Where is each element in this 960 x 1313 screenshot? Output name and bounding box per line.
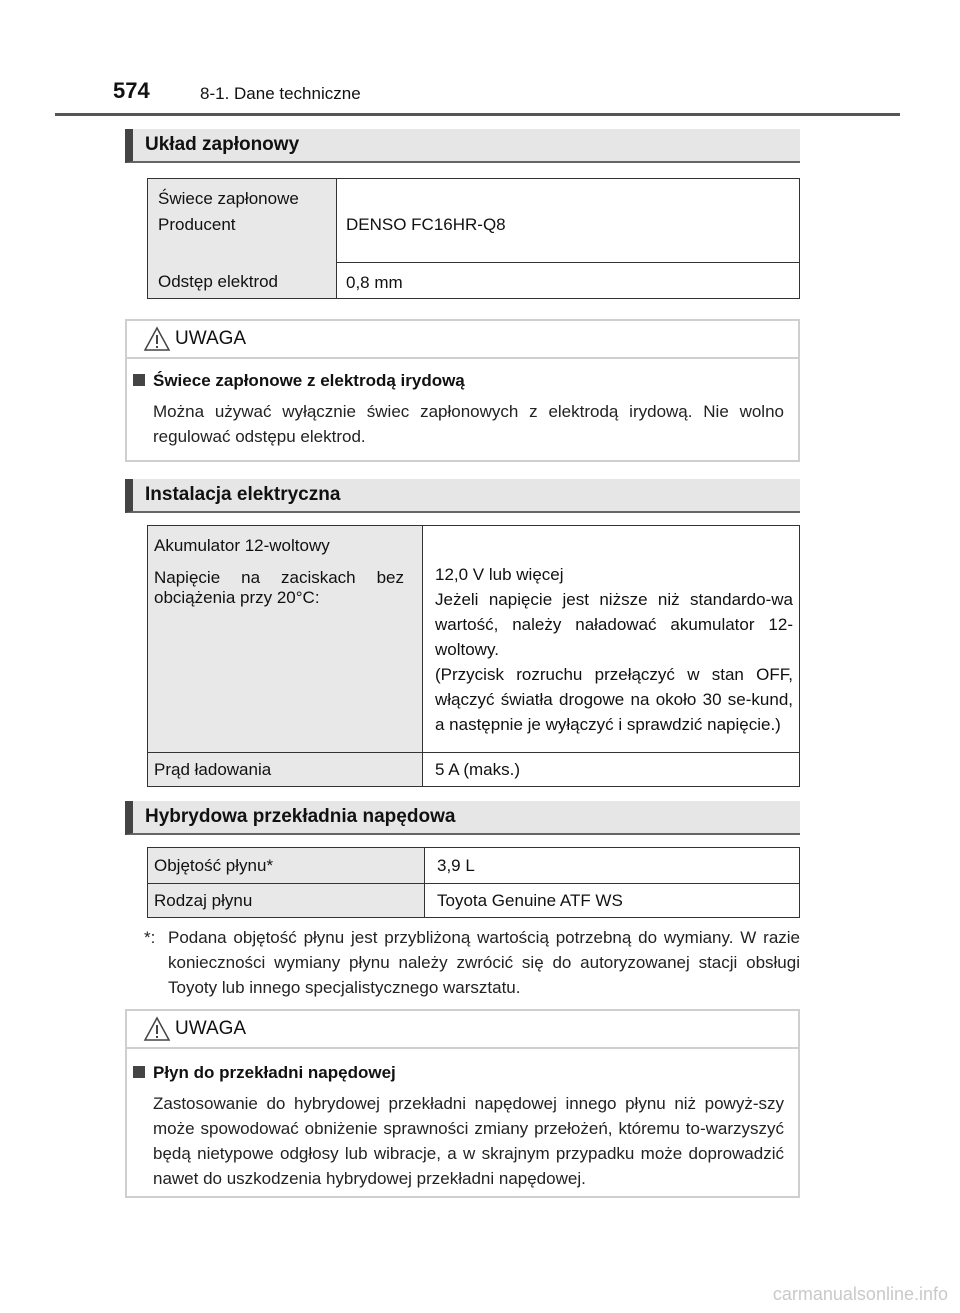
table-row-label: Producent — [148, 215, 337, 263]
table-row-label: Objętość płynu* — [148, 848, 425, 884]
warning-body: Można używać wyłącznie świec zapłonowych z elektrodą irydową. Nie wolno regulować odstępu elektrod. — [153, 402, 784, 446]
square-bullet-icon — [133, 1066, 145, 1078]
table-row-value: 3,9 L — [425, 848, 800, 884]
warning-subtitle: Płyn do przekładni napędowej — [133, 1063, 396, 1083]
table-row-value: DENSO FC16HR-Q8 — [337, 215, 800, 263]
warning-header — [127, 321, 798, 359]
section-title: Układ zapłonowy — [145, 134, 300, 155]
warning-subtitle: Świece zapłonowe z elektrodą irydową — [133, 371, 465, 391]
table-row-value: Toyota Genuine ATF WS — [425, 884, 800, 918]
table-row-value: 0,8 mm — [337, 263, 800, 299]
voltage-value: 12,0 V lub więcej — [435, 565, 564, 584]
warning-triangle-icon — [143, 326, 171, 352]
electrical-spec-table — [147, 525, 800, 787]
square-bullet-icon — [133, 374, 145, 386]
section-title: Instalacja elektryczna — [145, 484, 341, 505]
ignition-spec-table — [147, 178, 800, 299]
battery-value-cell — [423, 526, 800, 753]
voltage-note: Jeżeli napięcie jest niższe niż standardo-wa wartość, należy naładować akumulator 12-woltowy. — [435, 590, 793, 659]
section-heading-electrical — [125, 479, 800, 513]
transmission-spec-table — [147, 847, 800, 918]
table-row-label: Rodzaj płynu — [148, 884, 425, 918]
footnote-mark: *: — [144, 928, 156, 947]
warning-title: UWAGA — [175, 328, 247, 349]
warning-triangle-icon — [143, 1016, 171, 1042]
footnote-text: Podana objętość płynu jest przybliżoną wartością potrzebną do wymiany. W razie konieczności wymiany płynu należy zwrócić się do autoryzowanej stacji obsługi Toyoty lub innego specjalistycznego warsztatu. — [168, 928, 800, 997]
chapter-title: 8-1. Dane techniczne — [200, 84, 361, 103]
header-divider — [55, 113, 900, 116]
page-header — [0, 0, 960, 116]
page-number: 574 — [113, 78, 150, 103]
warning-body: Zastosowanie do hybrydowej przekładni napędowej innego płynu niż powyż-szy może spowodować obniżenie sprawności zmiany przełożeń, któremu to-warzyszyć będą nietypowe odgłosy lub wibracje, a w skrajnym przypadku może doprowadzić nawet do uszkodzenia hybrydowej przekładni napędowej. — [153, 1094, 784, 1188]
voltage-check-note: (Przycisk rozruchu przełączyć w stan OFF, włączyć światła drogowe na około 30 se-kund, a następnie je wyłączyć i sprawdzić napięcie.) — [435, 665, 793, 734]
battery-label-cell — [148, 526, 423, 753]
section-heading-ignition — [125, 129, 800, 163]
footnote — [144, 925, 800, 1000]
warning-header — [127, 1011, 798, 1049]
warning-title: UWAGA — [175, 1018, 247, 1039]
table-row-label: Prąd ładowania — [148, 753, 423, 787]
voltage-label: Napięcie na zaciskach bez obciążenia przy 20°C: — [154, 568, 404, 607]
section-title: Hybrydowa przekładnia napędowa — [145, 806, 456, 827]
watermark: carmanualsonline.info — [772, 1284, 948, 1304]
section-heading-transmission — [125, 801, 800, 835]
table-group-label: Akumulator 12-woltowy — [154, 536, 330, 555]
warning-box-spark-plugs — [125, 319, 800, 462]
warning-box-transmission-fluid — [125, 1009, 800, 1198]
table-row-value: 5 A (maks.) — [423, 753, 800, 787]
table-row-label: Odstęp elektrod — [148, 263, 337, 299]
table-group-label: Świece zapłonowe — [148, 179, 337, 215]
